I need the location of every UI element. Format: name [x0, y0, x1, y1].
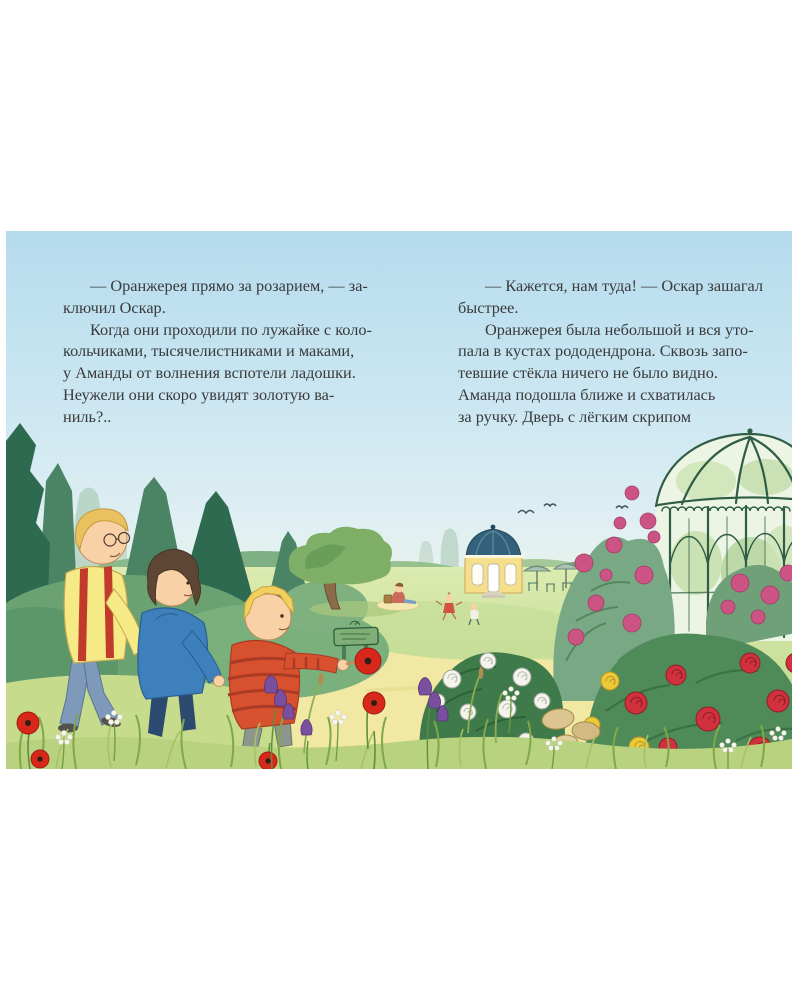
- text-line: тевшие стёкла ничего не было видно.: [458, 363, 718, 383]
- text-line: ниль?..: [63, 406, 112, 426]
- text-line: — Кажется, нам туда! — Оскар зашагал: [485, 276, 764, 295]
- text-line: быстрее.: [458, 297, 519, 317]
- text-line: — Оранжерея прямо за розарием, — за-: [90, 276, 368, 295]
- text-line: Аманда подошла ближе и схватилась: [458, 384, 716, 404]
- text-line: Оранжерея была небольшой и вся уто-: [485, 319, 754, 339]
- story-text-right-column: [458, 275, 768, 428]
- text-line: Неужели они скоро увидят золотую ва-: [63, 384, 335, 404]
- text-line: ключил Оскар.: [63, 297, 166, 317]
- text-line: у Аманды от волнения вспотели ладошки.: [63, 363, 356, 383]
- text-line: Когда они проходили по лужайке с коло-: [90, 319, 372, 339]
- text-line: кольчиками, тысячелистниками и маками,: [63, 341, 355, 361]
- story-text-left-column: [63, 275, 373, 428]
- text-line: за ручку. Дверь с лёгким скрипом: [458, 406, 692, 426]
- text-line: пала в кустах рододендрона. Сквозь запо-: [458, 341, 748, 361]
